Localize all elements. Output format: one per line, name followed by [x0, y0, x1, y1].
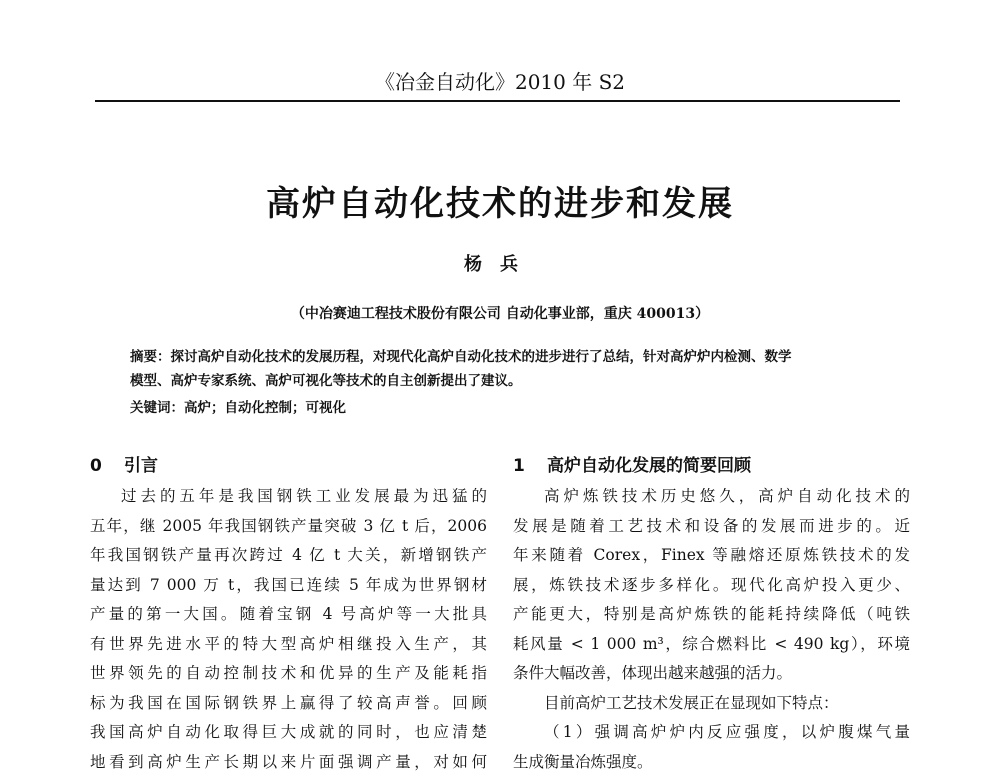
- abstract-label: 摘要：: [130, 349, 171, 365]
- body-line: 发展是随着工艺技术和设备的发展而进步的。近: [513, 512, 910, 542]
- right-column: [513, 452, 910, 777]
- body-line: 生成衡量冶炼强度。: [513, 748, 910, 777]
- section-heading-introduction: [90, 452, 487, 482]
- section-title: 高炉自动化发展的简要回顾: [547, 456, 751, 476]
- body-line: 我国高炉自动化取得巨大成就的同时，也应清楚: [90, 718, 487, 748]
- body-line: 年来随着 Corex，Finex 等融熔还原炼铁技术的发: [513, 541, 910, 571]
- body-line: 有世界先进水平的特大型高炉相继投入生产，其: [90, 630, 487, 660]
- abstract: [130, 345, 870, 393]
- body-line: 产量的第一大国。随着宝钢 4 号高炉等一大批具: [90, 600, 487, 630]
- section-title: 引言: [124, 456, 158, 476]
- section-number: 1: [513, 452, 547, 480]
- keywords: [130, 396, 870, 420]
- abstract-line: [130, 345, 870, 369]
- body-line: 产能更大，特别是高炉炼铁的能耗持续降低（吨铁: [513, 600, 910, 630]
- body-line: 高炉炼铁技术历史悠久，高炉自动化技术的: [513, 482, 910, 512]
- body-line: 耗风量 < 1 000 m³，综合燃料比 < 490 kg），环境: [513, 630, 910, 660]
- body-line: 年我国钢铁产量再次跨过 4 亿 t 大关，新增钢铁产: [90, 541, 487, 571]
- section-number: 0: [90, 452, 124, 480]
- body-line: 五年，继 2005 年我国钢铁产量突破 3 亿 t 后，2006: [90, 512, 487, 542]
- body-line: 地看到高炉生产长期以来片面强调产量，对如何: [90, 748, 487, 777]
- body-line: （1）强调高炉炉内反应强度，以炉腹煤气量: [513, 718, 910, 748]
- body-line: 世界领先的自动控制技术和优异的生产及能耗指: [90, 659, 487, 689]
- body-line: 条件大幅改善，体现出越来越强的活力。: [513, 659, 910, 689]
- author-affiliation: （中冶赛迪工程技术股份有限公司 自动化事业部，重庆 400013）: [0, 303, 1000, 323]
- body-line: 量达到 7 000 万 t，我国已连续 5 年成为世界钢材: [90, 571, 487, 601]
- body-line: 目前高炉工艺技术发展正在显现如下特点：: [513, 689, 910, 719]
- keywords-text: 高炉；自动化控制；可视化: [184, 400, 346, 416]
- abstract-text-1: 探讨高炉自动化技术的发展历程，对现代化高炉自动化技术的进步进行了总结，针对高炉炉内检测、数学: [171, 349, 792, 365]
- journal-header: 《冶金自动化》2010 年 S2: [0, 66, 1000, 95]
- keywords-label: 关键词：: [130, 400, 184, 416]
- body-line: 展，炼铁技术逐步多样化。现代化高炉投入更少、: [513, 571, 910, 601]
- header-rule: [95, 100, 900, 102]
- body-line: 过去的五年是我国钢铁工业发展最为迅猛的: [90, 482, 487, 512]
- author-name: 杨兵: [0, 250, 1000, 276]
- abstract-line: [130, 369, 870, 393]
- left-column: [90, 452, 487, 777]
- abstract-text-2: 模型、高炉专家系统、高炉可视化等技术的自主创新提出了建议。: [130, 373, 522, 389]
- paper-title: 高炉自动化技术的进步和发展: [0, 176, 1000, 225]
- body-line: 标为我国在国际钢铁界上赢得了较高声誉。回顾: [90, 689, 487, 719]
- section-heading-review: [513, 452, 910, 482]
